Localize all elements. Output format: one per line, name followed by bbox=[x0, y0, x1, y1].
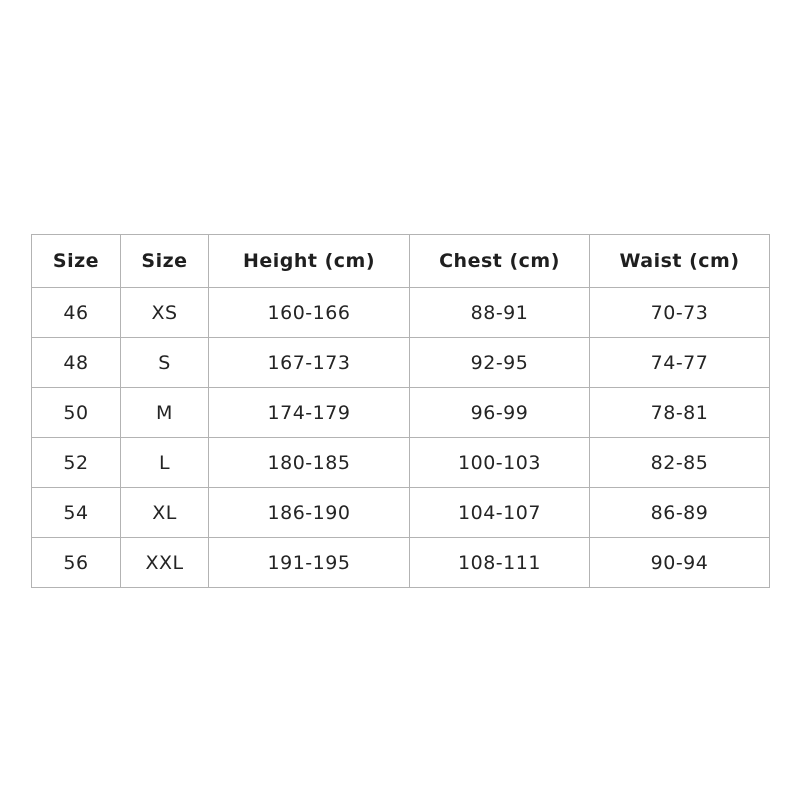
table-cell: 191-195 bbox=[209, 538, 410, 588]
table-cell: 48 bbox=[32, 338, 121, 388]
table-cell: S bbox=[121, 338, 209, 388]
table-cell: M bbox=[121, 388, 209, 438]
size-chart-table bbox=[31, 234, 770, 588]
table-cell: 180-185 bbox=[209, 438, 410, 488]
table-cell: 92-95 bbox=[410, 338, 590, 388]
table-cell: L bbox=[121, 438, 209, 488]
table-cell: 74-77 bbox=[590, 338, 770, 388]
table-cell: 88-91 bbox=[410, 288, 590, 338]
table-cell: 82-85 bbox=[590, 438, 770, 488]
header-cell-waist: Waist (cm) bbox=[590, 235, 770, 288]
table-cell: 56 bbox=[32, 538, 121, 588]
table-row bbox=[32, 388, 770, 438]
table-row bbox=[32, 438, 770, 488]
table-row bbox=[32, 488, 770, 538]
table-cell: 46 bbox=[32, 288, 121, 338]
header-cell-chest: Chest (cm) bbox=[410, 235, 590, 288]
table-cell: 186-190 bbox=[209, 488, 410, 538]
table-cell: XS bbox=[121, 288, 209, 338]
header-cell-height: Height (cm) bbox=[209, 235, 410, 288]
table-cell: 167-173 bbox=[209, 338, 410, 388]
table-cell: 70-73 bbox=[590, 288, 770, 338]
table-row bbox=[32, 288, 770, 338]
header-cell-size-letter: Size bbox=[121, 235, 209, 288]
table-cell: XXL bbox=[121, 538, 209, 588]
table-row bbox=[32, 538, 770, 588]
table-row bbox=[32, 338, 770, 388]
table-cell: 100-103 bbox=[410, 438, 590, 488]
header-cell-size-numeric: Size bbox=[32, 235, 121, 288]
table-cell: 86-89 bbox=[590, 488, 770, 538]
header-row bbox=[32, 235, 770, 288]
table-cell: XL bbox=[121, 488, 209, 538]
table-cell: 174-179 bbox=[209, 388, 410, 438]
table-cell: 54 bbox=[32, 488, 121, 538]
table-cell: 104-107 bbox=[410, 488, 590, 538]
table-cell: 160-166 bbox=[209, 288, 410, 338]
table-cell: 96-99 bbox=[410, 388, 590, 438]
table-cell: 108-111 bbox=[410, 538, 590, 588]
table-cell: 50 bbox=[32, 388, 121, 438]
table-cell: 78-81 bbox=[590, 388, 770, 438]
table-cell: 52 bbox=[32, 438, 121, 488]
table-cell: 90-94 bbox=[590, 538, 770, 588]
